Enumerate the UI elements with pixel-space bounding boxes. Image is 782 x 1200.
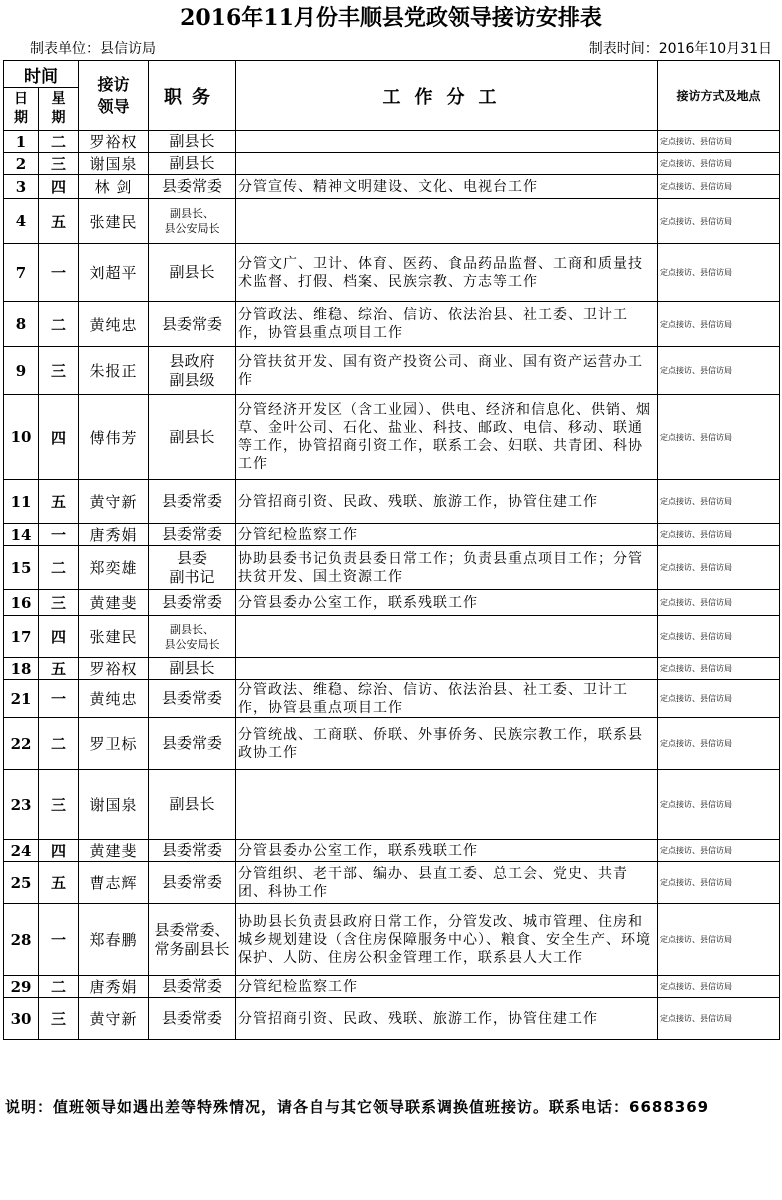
cell-day: 10 xyxy=(4,395,39,480)
cell-day: 2 xyxy=(4,153,39,175)
cell-work: 分管宣传、精神文明建设、文化、电视台工作 xyxy=(236,175,658,199)
table-row xyxy=(4,153,780,175)
cell-weekday: 二 xyxy=(39,976,79,998)
table-row xyxy=(4,998,780,1040)
cell-weekday: 三 xyxy=(39,153,79,175)
cell-work: 分管政法、维稳、综治、信访、依法治县、社工委、卫计工作，协管县重点项目工作 xyxy=(236,680,658,718)
cell-day: 15 xyxy=(4,546,39,590)
cell-day: 1 xyxy=(4,131,39,153)
cell-leader: 唐秀娟 xyxy=(79,524,149,546)
table-row xyxy=(4,658,780,680)
cell-leader: 郑春鹏 xyxy=(79,904,149,976)
cell-leader: 黄建斐 xyxy=(79,840,149,862)
cell-work xyxy=(236,199,658,244)
table-row xyxy=(4,680,780,718)
cell-method: 定点接访、县信访局 xyxy=(658,616,780,658)
header-weekday xyxy=(39,88,79,131)
cell-leader: 黄守新 xyxy=(79,480,149,524)
cell-duty: 县委常委、 常务副县长 xyxy=(149,904,236,976)
cell-day: 17 xyxy=(4,616,39,658)
cell-day: 3 xyxy=(4,175,39,199)
cell-work: 分管纪检监察工作 xyxy=(236,524,658,546)
cell-method: 定点接访、县信访局 xyxy=(658,680,780,718)
cell-work: 分管经济开发区（含工业园）、供电、经济和信息化、供销、烟草、金叶公司、石化、盐业、科技、邮政、电信、移动、联通等工作，协管招商引资工作，联系工会、妇联、共青团、科协工作 xyxy=(236,395,658,480)
cell-weekday: 二 xyxy=(39,131,79,153)
cell-leader: 张建民 xyxy=(79,616,149,658)
cell-leader: 黄纯忠 xyxy=(79,302,149,347)
cell-leader: 刘超平 xyxy=(79,244,149,302)
cell-weekday: 四 xyxy=(39,840,79,862)
cell-work xyxy=(236,658,658,680)
cell-work xyxy=(236,153,658,175)
cell-method: 定点接访、县信访局 xyxy=(658,998,780,1040)
cell-weekday: 二 xyxy=(39,718,79,770)
cell-method: 定点接访、县信访局 xyxy=(658,480,780,524)
cell-duty: 县委常委 xyxy=(149,302,236,347)
cell-weekday: 一 xyxy=(39,244,79,302)
header-work: 工作分工 xyxy=(236,61,658,131)
cell-weekday: 三 xyxy=(39,590,79,616)
cell-day: 7 xyxy=(4,244,39,302)
cell-duty: 县委常委 xyxy=(149,524,236,546)
cell-method: 定点接访、县信访局 xyxy=(658,347,780,395)
cell-duty: 县委常委 xyxy=(149,680,236,718)
cell-method: 定点接访、县信访局 xyxy=(658,175,780,199)
cell-leader: 罗裕权 xyxy=(79,658,149,680)
cell-work: 分管统战、工商联、侨联、外事侨务、民族宗教工作，联系县政协工作 xyxy=(236,718,658,770)
cell-method: 定点接访、县信访局 xyxy=(658,770,780,840)
cell-work: 分管文广、卫计、体育、医药、食品药品监督、工商和质量技术监督、打假、档案、民族宗教、方志等工作 xyxy=(236,244,658,302)
table-row xyxy=(4,175,780,199)
cell-weekday: 五 xyxy=(39,658,79,680)
cell-leader: 傅伟芳 xyxy=(79,395,149,480)
cell-duty: 县委 副书记 xyxy=(149,546,236,590)
table-row xyxy=(4,862,780,904)
cell-weekday: 二 xyxy=(39,302,79,347)
cell-weekday: 二 xyxy=(39,546,79,590)
cell-method: 定点接访、县信访局 xyxy=(658,718,780,770)
cell-work: 分管招商引资、民政、残联、旅游工作，协管住建工作 xyxy=(236,998,658,1040)
header-leader xyxy=(79,61,149,131)
table-row xyxy=(4,199,780,244)
table-row xyxy=(4,131,780,153)
cell-duty: 副县长 xyxy=(149,153,236,175)
cell-duty: 副县长 xyxy=(149,131,236,153)
unit-label: 制表单位：县信访局 xyxy=(30,41,156,57)
cell-day: 14 xyxy=(4,524,39,546)
header-weekday-text: 星期 xyxy=(51,91,66,126)
cell-duty: 县委常委 xyxy=(149,590,236,616)
cell-method: 定点接访、县信访局 xyxy=(658,840,780,862)
cell-duty: 县委常委 xyxy=(149,480,236,524)
footnote: 说明：值班领导如遇出差等特殊情况，请各自与其它领导联系调换值班接访。联系电话：6688369 xyxy=(5,1098,710,1116)
cell-leader: 张建民 xyxy=(79,199,149,244)
cell-method: 定点接访、县信访局 xyxy=(658,395,780,480)
cell-duty: 副县长 xyxy=(149,244,236,302)
cell-duty: 副县长 xyxy=(149,395,236,480)
cell-method: 定点接访、县信访局 xyxy=(658,524,780,546)
cell-weekday: 五 xyxy=(39,199,79,244)
table-row xyxy=(4,904,780,976)
table-row xyxy=(4,616,780,658)
cell-method: 定点接访、县信访局 xyxy=(658,862,780,904)
cell-work: 协助县长负责县政府日常工作，分管发改、城市管理、住房和城乡规划建设（含住房保障服务中心）、粮食、安全生产、环境保护、人防、住房公积金管理工作，联系县人大工作 xyxy=(236,904,658,976)
header-day-text: 日期 xyxy=(14,91,28,126)
cell-leader: 唐秀娟 xyxy=(79,976,149,998)
cell-work: 分管招商引资、民政、残联、旅游工作，协管住建工作 xyxy=(236,480,658,524)
cell-leader: 曹志辉 xyxy=(79,862,149,904)
cell-leader: 朱报正 xyxy=(79,347,149,395)
cell-weekday: 三 xyxy=(39,998,79,1040)
table-row xyxy=(4,718,780,770)
cell-method: 定点接访、县信访局 xyxy=(658,244,780,302)
cell-day: 22 xyxy=(4,718,39,770)
cell-leader: 谢国泉 xyxy=(79,153,149,175)
cell-day: 25 xyxy=(4,862,39,904)
cell-day: 16 xyxy=(4,590,39,616)
cell-method: 定点接访、县信访局 xyxy=(658,131,780,153)
cell-work: 分管组织、老干部、编办、县直工委、总工会、党史、共青团、科协工作 xyxy=(236,862,658,904)
cell-leader: 罗裕权 xyxy=(79,131,149,153)
cell-weekday: 一 xyxy=(39,904,79,976)
table-row xyxy=(4,480,780,524)
table-row xyxy=(4,770,780,840)
cell-work: 分管扶贫开发、国有资产投资公司、商业、国有资产运营办工作 xyxy=(236,347,658,395)
cell-weekday: 四 xyxy=(39,616,79,658)
page-title: 2016年11月份丰顺县党政领导接访安排表 xyxy=(180,5,602,31)
table-row xyxy=(4,395,780,480)
cell-weekday: 三 xyxy=(39,770,79,840)
cell-method: 定点接访、县信访局 xyxy=(658,302,780,347)
cell-duty: 县委常委 xyxy=(149,862,236,904)
cell-day: 23 xyxy=(4,770,39,840)
cell-weekday: 四 xyxy=(39,175,79,199)
cell-work: 协助县委书记负责县委日常工作；负责县重点项目工作；分管扶贫开发、国土资源工作 xyxy=(236,546,658,590)
cell-duty: 县委常委 xyxy=(149,840,236,862)
header-method: 接访方式及地点 xyxy=(658,61,780,131)
cell-day: 28 xyxy=(4,904,39,976)
cell-duty: 县委常委 xyxy=(149,998,236,1040)
table-row xyxy=(4,524,780,546)
cell-day: 4 xyxy=(4,199,39,244)
cell-work xyxy=(236,131,658,153)
cell-leader: 郑奕雄 xyxy=(79,546,149,590)
cell-weekday: 一 xyxy=(39,680,79,718)
cell-weekday: 五 xyxy=(39,480,79,524)
cell-day: 21 xyxy=(4,680,39,718)
cell-method: 定点接访、县信访局 xyxy=(658,976,780,998)
cell-leader: 林 剑 xyxy=(79,175,149,199)
table-row xyxy=(4,976,780,998)
schedule-table xyxy=(3,60,780,1040)
cell-duty: 县政府 副县级 xyxy=(149,347,236,395)
cell-work xyxy=(236,616,658,658)
cell-method: 定点接访、县信访局 xyxy=(658,199,780,244)
cell-day: 11 xyxy=(4,480,39,524)
cell-duty: 副县长 xyxy=(149,658,236,680)
cell-weekday: 三 xyxy=(39,347,79,395)
cell-duty: 副县长、 县公安局长 xyxy=(149,199,236,244)
cell-leader: 谢国泉 xyxy=(79,770,149,840)
cell-weekday: 四 xyxy=(39,395,79,480)
cell-weekday: 一 xyxy=(39,524,79,546)
header-time: 时间 xyxy=(4,61,79,88)
table-row xyxy=(4,347,780,395)
cell-work xyxy=(236,770,658,840)
cell-method: 定点接访、县信访局 xyxy=(658,153,780,175)
cell-duty: 县委常委 xyxy=(149,718,236,770)
cell-day: 8 xyxy=(4,302,39,347)
cell-work: 分管县委办公室工作，联系残联工作 xyxy=(236,590,658,616)
cell-weekday: 五 xyxy=(39,862,79,904)
cell-method: 定点接访、县信访局 xyxy=(658,546,780,590)
cell-method: 定点接访、县信访局 xyxy=(658,590,780,616)
cell-leader: 黄建斐 xyxy=(79,590,149,616)
header-leader-text: 接访领导 xyxy=(97,74,130,116)
cell-leader: 黄守新 xyxy=(79,998,149,1040)
date-label: 制表时间：2016年10月31日 xyxy=(588,41,772,57)
cell-day: 30 xyxy=(4,998,39,1040)
header-duty: 职务 xyxy=(149,61,236,131)
cell-day: 9 xyxy=(4,347,39,395)
table-row xyxy=(4,590,780,616)
table-row xyxy=(4,302,780,347)
cell-duty: 县委常委 xyxy=(149,175,236,199)
cell-leader: 罗卫标 xyxy=(79,718,149,770)
cell-day: 24 xyxy=(4,840,39,862)
cell-day: 18 xyxy=(4,658,39,680)
table-row xyxy=(4,244,780,302)
cell-method: 定点接访、县信访局 xyxy=(658,658,780,680)
header-day xyxy=(4,88,39,131)
cell-duty: 县委常委 xyxy=(149,976,236,998)
cell-work: 分管政法、维稳、综治、信访、依法治县、社工委、卫计工作，协管县重点项目工作 xyxy=(236,302,658,347)
cell-method: 定点接访、县信访局 xyxy=(658,904,780,976)
cell-duty: 副县长、 县公安局长 xyxy=(149,616,236,658)
cell-leader: 黄纯忠 xyxy=(79,680,149,718)
cell-work: 分管纪检监察工作 xyxy=(236,976,658,998)
table-row xyxy=(4,840,780,862)
table-row xyxy=(4,546,780,590)
cell-work: 分管县委办公室工作，联系残联工作 xyxy=(236,840,658,862)
cell-duty: 副县长 xyxy=(149,770,236,840)
cell-day: 29 xyxy=(4,976,39,998)
